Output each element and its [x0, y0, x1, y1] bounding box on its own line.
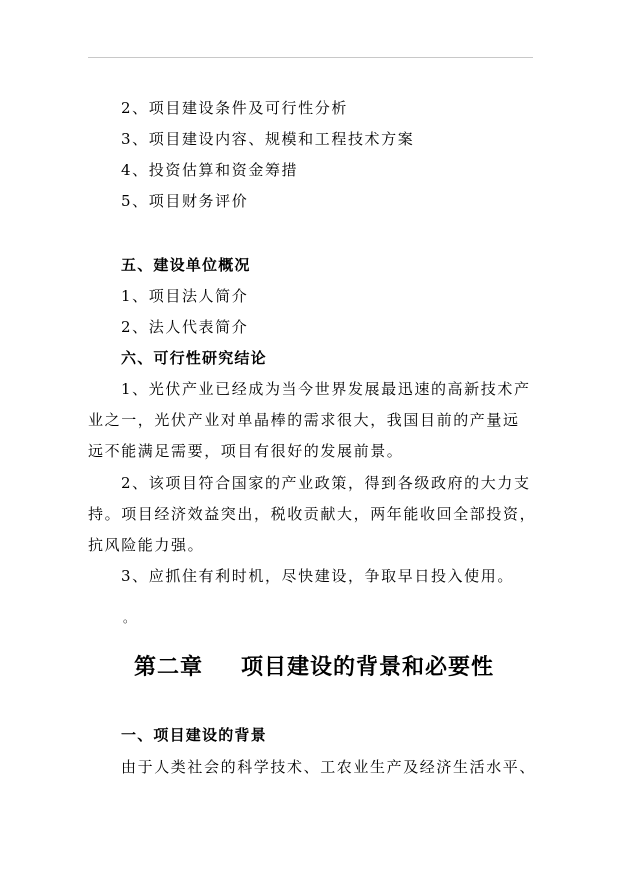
section-heading-background: 一、项目建设的背景 — [121, 726, 267, 744]
section-heading-6: 六、可行性研究结论 — [121, 349, 267, 367]
list-item-2: 2、项目建设条件及可行性分析 — [121, 99, 348, 117]
section5-item-2: 2、法人代表简介 — [121, 318, 249, 336]
list-item-5: 5、项目财务评价 — [121, 192, 249, 210]
background-paragraph-line-1: 由于人类社会的科学技术、工农业生产及经济生活水平、 — [121, 758, 537, 776]
chapter-title: 项目建设的背景和必要性 — [241, 655, 495, 680]
conclusion-1-line-2: 业之一，光伏产业对单晶棒的需求很大，我国目前的产量远 — [88, 411, 520, 429]
chapter-number: 第二章 — [134, 655, 204, 680]
conclusion-3: 3、应抓住有利时机，尽快建设，争取早日投入使用。 — [121, 567, 514, 585]
list-item-3: 3、项目建设内容、规模和工程技术方案 — [121, 130, 415, 148]
paragraph-mark: 。 — [123, 611, 136, 625]
section-heading-5: 五、建设单位概况 — [121, 256, 251, 274]
conclusion-2-line-2: 持。项目经济效益突出，税收贡献大，两年能收回全部投资， — [88, 505, 537, 523]
conclusion-1-line-3: 远不能满足需要，项目有很好的发展前景。 — [88, 442, 404, 460]
section5-item-1: 1、项目法人简介 — [121, 287, 249, 305]
conclusion-2-line-3: 抗风险能力强。 — [88, 536, 205, 554]
conclusion-1-line-1: 1、光伏产业已经成为当今世界发展最迅速的高新技术产 — [121, 380, 531, 398]
list-item-4: 4、投资估算和资金筹措 — [121, 161, 299, 179]
chapter-heading — [134, 654, 494, 682]
header-rule — [88, 57, 533, 58]
conclusion-2-line-1: 2、该项目符合国家的产业政策，得到各级政府的大力支 — [121, 474, 531, 492]
